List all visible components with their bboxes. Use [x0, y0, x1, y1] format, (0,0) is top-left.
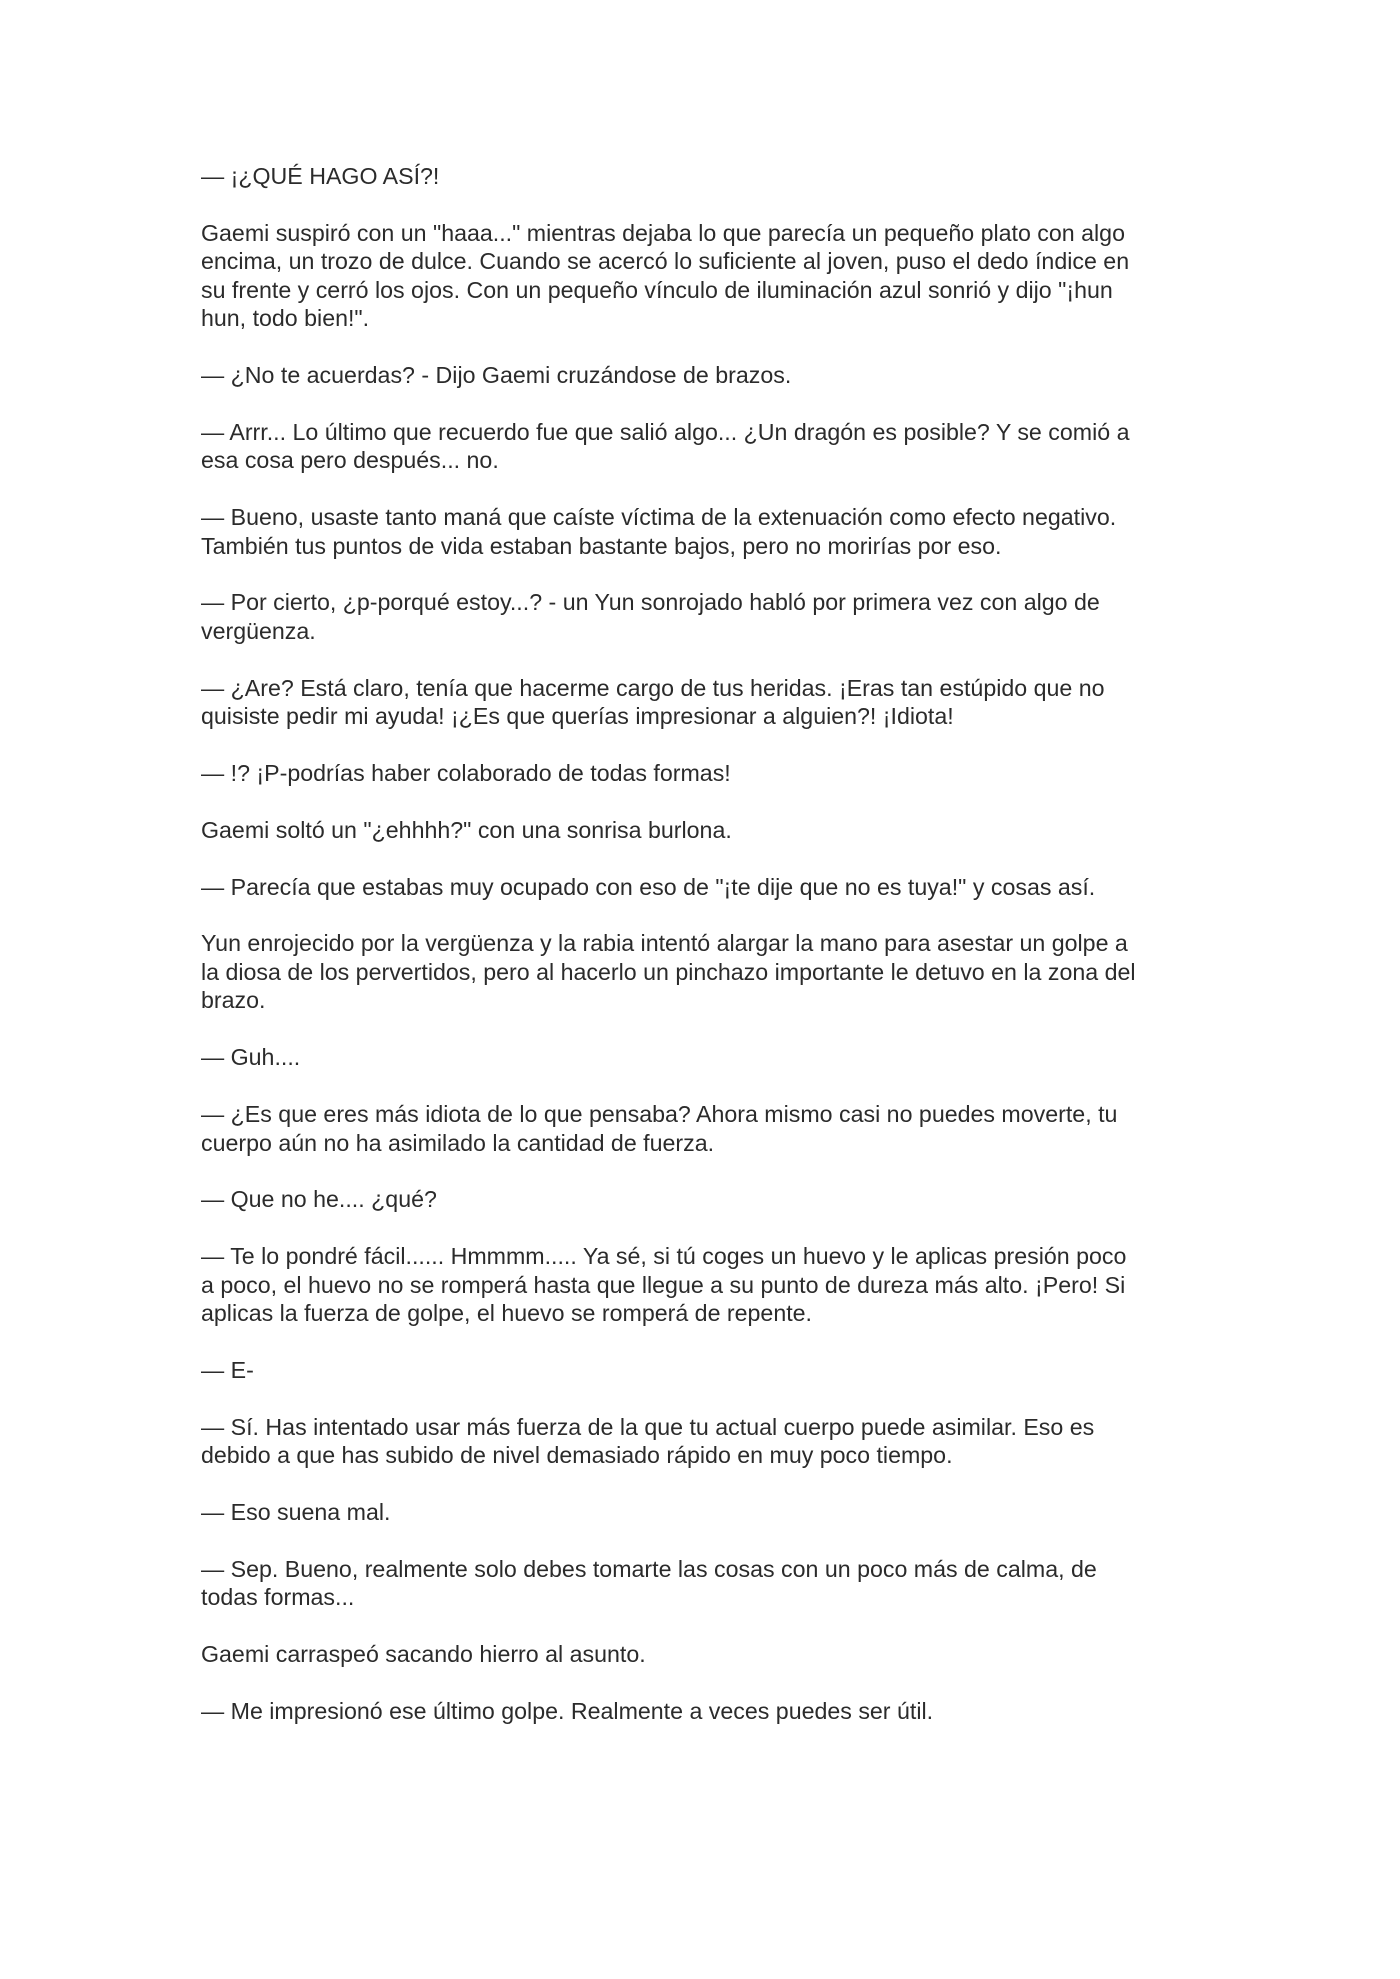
paragraph: — ¿No te acuerdas? - Dijo Gaemi cruzándose de brazos. [201, 362, 792, 389]
paragraph: — Sí. Has intentado usar más fuerza de la que tu actual cuerpo puede asimilar. Eso es debido a que has subido de nivel demasiado rápido en muy poco tiempo. [201, 1413, 1095, 1469]
paragraph: — E- [201, 1356, 254, 1383]
paragraph: Gaemi soltó un "¿ehhhh?" con una sonrisa burlona. [201, 816, 732, 843]
paragraph: — Sep. Bueno, realmente solo debes tomarte las cosas con un poco más de calma, de todas formas... [201, 1555, 1097, 1611]
paragraph: — Parecía que estabas muy ocupado con eso de "¡te dije que no es tuya!" y cosas así. [201, 873, 1096, 900]
paragraph: — Eso suena mal. [201, 1499, 391, 1526]
paragraph: — ¿Es que eres más idiota de lo que pensaba? Ahora mismo casi no puedes moverte, tu cuerpo aún no ha asimilado la cantidad de fuerza. [201, 1101, 1118, 1156]
paragraph: — Guh.... [201, 1044, 301, 1071]
paragraph: — Me impresionó ese último golpe. Realmente a veces puedes ser útil. [201, 1697, 934, 1724]
paragraph: Yun enrojecido por la vergüenza y la rabia intentó alargar la mano para asestar un golpe a la diosa de los pervertidos, pero al hacerlo un pinchazo importante le detuvo en la zona del brazo. [201, 930, 1136, 1014]
paragraph: — !? ¡P-podrías haber colaborado de todas formas! [201, 760, 731, 787]
paragraph: — Por cierto, ¿p-porqué estoy...? - un Yun sonrojado habló por primera vez con algo de vergüenza. [201, 589, 1100, 644]
paragraph: — Que no he.... ¿qué? [201, 1186, 437, 1213]
paragraph: — Bueno, usaste tanto maná que caíste víctima de la extenuación como efecto negativo. También tus puntos de vida estaban bastante bajos, pero no morirías por eso. [201, 504, 1117, 559]
page-body-text [201, 162, 1201, 1754]
paragraph: Gaemi suspiró con un "haaa..." mientras dejaba lo que parecía un pequeño plato con algo encima, un trozo de dulce. Cuando se acercó lo suficiente al joven, puso el dedo índice en su frente y cerró los ojos. Con un pequeño vínculo de iluminación azul sonrió y dijo "¡hun hun, todo bien!". [201, 219, 1130, 332]
paragraph: — Arrr... Lo último que recuerdo fue que salió algo... ¿Un dragón es posible? Y se comió a esa cosa pero después... no. [201, 418, 1130, 474]
paragraph: — ¡¿QUÉ HAGO ASÍ?! [201, 163, 440, 189]
paragraph: Gaemi carraspeó sacando hierro al asunto. [201, 1641, 646, 1668]
paragraph: — Te lo pondré fácil...... Hmmmm..... Ya sé, si tú coges un huevo y le aplicas presión poco a poco, el huevo no se romperá hasta que llegue a su punto de dureza más alto. ¡Pero! Si aplicas la fuerza de golpe, el huevo se romperá de repente. [201, 1243, 1127, 1327]
paragraph: — ¿Are? Está claro, tenía que hacerme cargo de tus heridas. ¡Eras tan estúpido que no quisiste pedir mi ayuda! ¡¿Es que querías impresionar a alguien?! ¡Idiota! [201, 674, 1105, 730]
